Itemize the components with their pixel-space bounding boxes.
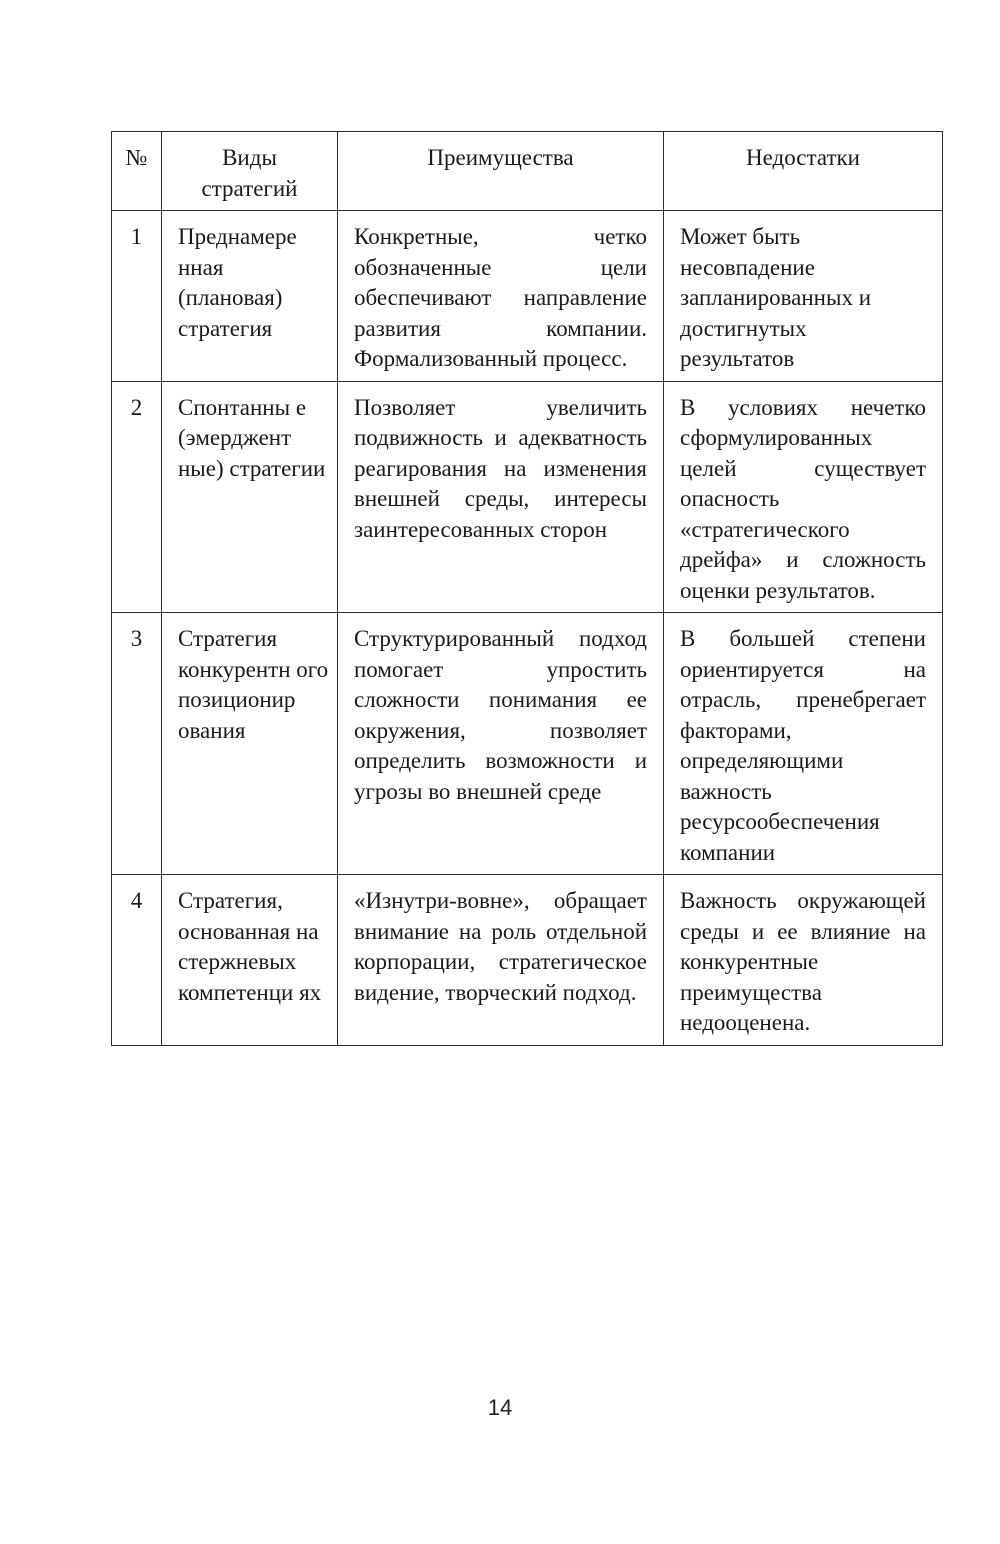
row-kind: Стратегия конкурентн ого позиционир ования <box>162 613 338 875</box>
row-cons: Важность окружающей среды и ее влияние на конкурентные преимущества недооценена. <box>664 875 943 1046</box>
row-kind: Преднамере нная (плановая) стратегия <box>162 211 338 382</box>
row-pros: «Изнутри-вовне», обращает внимание на роль отдельной корпорации, стратегическое видение, творческий подход. <box>338 875 664 1046</box>
row-pros: Конкретные, четко обозначенные цели обеспечивают направление развития компании. Формализованный процесс. <box>338 211 664 382</box>
row-number: 3 <box>112 613 162 875</box>
row-kind: Спонтанны е (эмерджент ные) стратегии <box>162 381 338 613</box>
header-pros: Преимущества <box>338 132 664 211</box>
table-row <box>112 211 943 382</box>
row-cons: В условиях нечетко сформулированных целей существует опасность «стратегического дрейфа» и сложность оценки результатов. <box>664 381 943 613</box>
row-number: 4 <box>112 875 162 1046</box>
table-row <box>112 381 943 613</box>
header-number: № <box>112 132 162 211</box>
row-number: 1 <box>112 211 162 382</box>
table-header-row <box>112 132 943 211</box>
table-row <box>112 875 943 1046</box>
row-cons: В большей степени ориентируется на отрасль, пренебрегает факторами, определяющими важность ресурсообеспечения компании <box>664 613 943 875</box>
row-pros: Позволяет увеличить подвижность и адекватность реагирования на изменения внешней среды, интересы заинтересованных сторон <box>338 381 664 613</box>
header-cons: Недостатки <box>664 132 943 211</box>
header-kind <box>162 132 338 211</box>
header-kind-label: Виды стратегий <box>201 145 298 201</box>
row-number: 2 <box>112 381 162 613</box>
row-cons: Может быть несовпадение запланированных и достигнутых результатов <box>664 211 943 382</box>
table-row <box>112 613 943 875</box>
page-number: 14 <box>487 1395 513 1420</box>
row-kind: Стратегия, основанная на стержневых компетенци ях <box>162 875 338 1046</box>
row-pros: Структурированный подход помогает упростить сложности понимания ее окружения, позволяет определить возможности и угрозы во внешней среде <box>338 613 664 875</box>
strategies-table <box>111 131 943 1046</box>
